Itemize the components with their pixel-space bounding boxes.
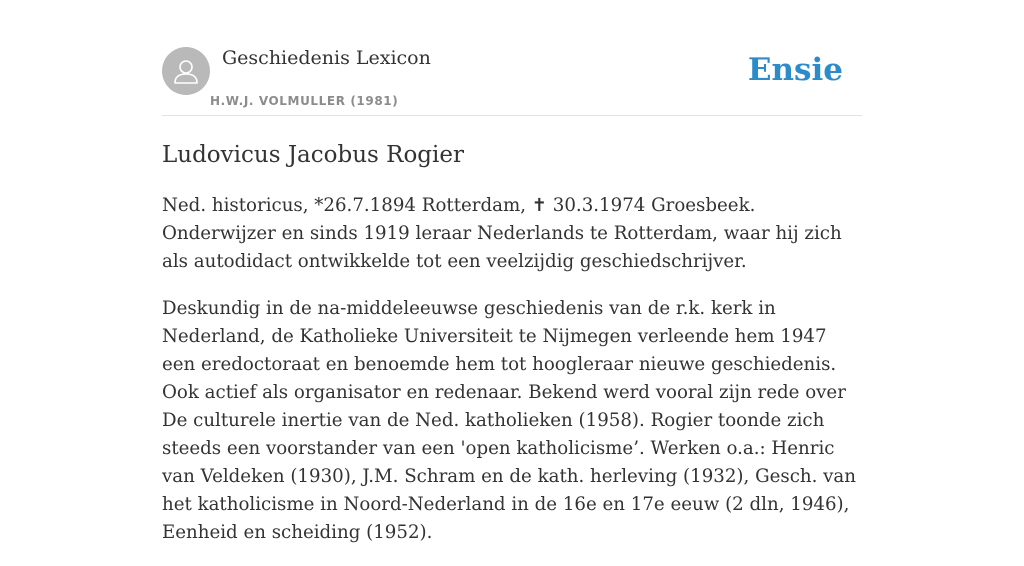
content-column	[162, 0, 862, 543]
user-icon	[171, 56, 201, 86]
entry-body	[162, 192, 862, 566]
source-header	[162, 0, 862, 116]
entry-paragraph: Deskundig in de na-middeleeuwse geschiedenis van de r.k. kerk in Nederland, de Katholieke Universiteit te Nijmegen verleende hem 1947 een eredoctoraat en benoemde hem tot hoogleraar nieuwe geschiedenis. Ook actief als organisator en redenaar. Bekend werd vooral zijn rede over De culturele inertie van de Ned. katholieken (1958). Rogier toonde zich steeds een voorstander van een 'open katholicisme’. Werken o.a.: Henric van Veldeken (1930), J.M. Schram en de kath. herleving (1932), Gesch. van het katholicisme in Noord-Nederland in de 16e en 17e eeuw (2 dln, 1946), Eenheid en scheiding (1952).	[162, 298, 856, 543]
brand-logo[interactable]: Ensie	[747, 52, 843, 88]
source-author: H.W.J. VOLMULLER (1981)	[210, 94, 399, 108]
page-title: Ludovicus Jacobus Rogier	[162, 142, 464, 168]
source-title[interactable]: Geschiedenis Lexicon	[222, 47, 431, 69]
entry-paragraph: Ned. historicus, *26.7.1894 Rotterdam, ✝ 30.3.1974 Groesbeek. Onderwijzer en sinds 1919 leraar Nederlands te Rotterdam, waar hij zich als autodidact ontwikkelde tot een veelzijdig geschiedschrijver.	[162, 195, 842, 272]
avatar[interactable]	[162, 47, 210, 95]
